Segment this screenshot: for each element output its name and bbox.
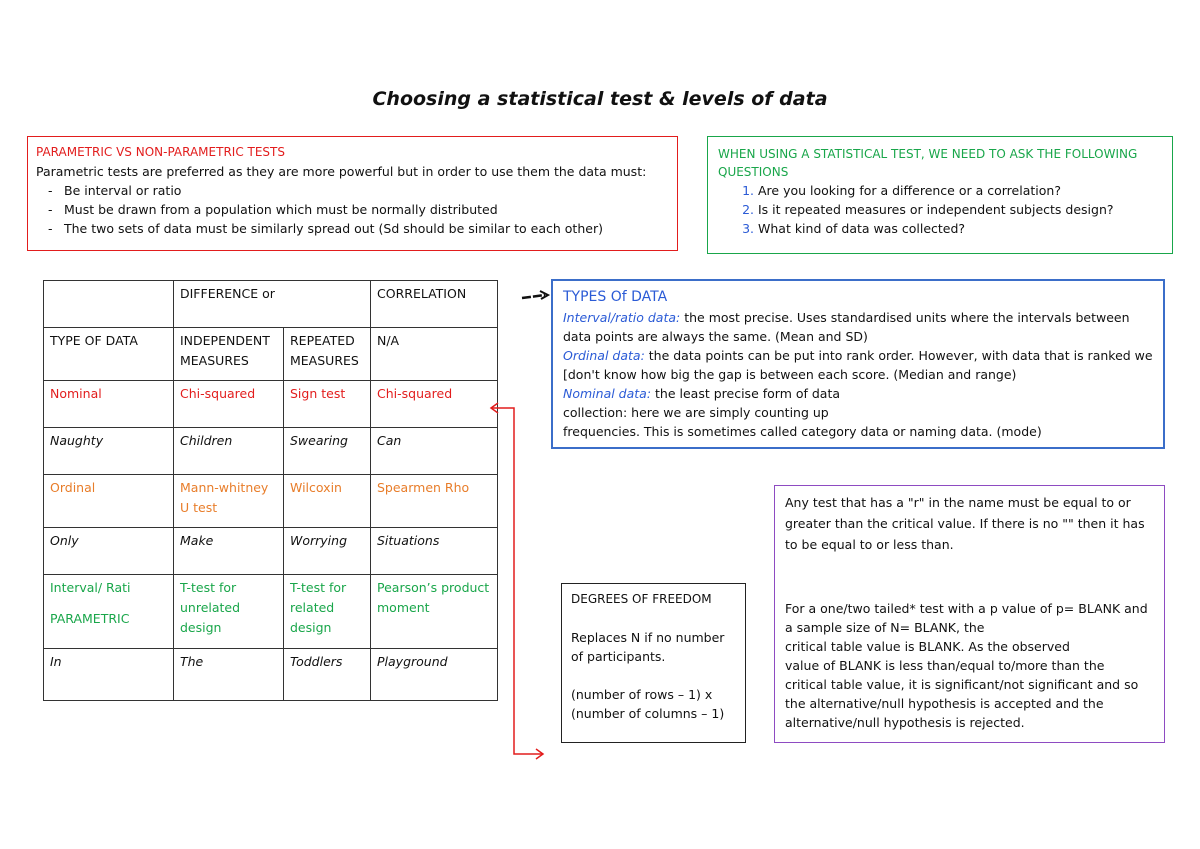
table-row	[44, 528, 498, 575]
rule-line: a sample size of N= BLANK, the	[785, 620, 985, 635]
question-item: 1. Are you looking for a difference or a correlation?	[758, 181, 1162, 200]
types-heading: TYPES Of DATA	[563, 289, 668, 305]
questions-list	[718, 181, 1162, 238]
critical-value-rule: Any test that has a "r" in the name must be equal to or greater than the critical value. If there is no "" then it has to be equal to or less than.	[785, 495, 1145, 552]
table-row	[44, 381, 498, 428]
table-cell: Can	[371, 428, 498, 475]
page-title: Choosing a statistical test & levels of data	[372, 88, 828, 110]
table-cell: Worrying	[284, 528, 371, 575]
ordinal-label: Ordinal data:	[563, 348, 645, 363]
rule-line: For a one/two tailed* test with a p value of p= BLANK and	[785, 601, 1148, 616]
table-cell: Children	[174, 428, 284, 475]
rule-line: the alternative/null hypothesis is accepted and the	[785, 696, 1104, 711]
table-cell: T-test for unrelated design	[174, 575, 284, 649]
parametric-label: PARAMETRIC	[50, 611, 130, 626]
table-row	[44, 575, 498, 649]
interval-description	[563, 308, 1153, 346]
nominal-label: Nominal data:	[563, 386, 652, 401]
black-arrow-icon	[522, 291, 548, 299]
parametric-bullet: - The two sets of data must be similarly spread out (Sd should be similar to each other)	[64, 219, 669, 238]
table-cell: The	[174, 649, 284, 701]
table-cell: Chi-squared	[371, 381, 498, 428]
ordinal-text: the data points can be put into rank order. However, with data that is ranked we [don't know how big the gap is between each score. (Median and range)	[563, 348, 1153, 382]
degrees-of-freedom-box	[561, 583, 746, 743]
table-cell: Naughty	[44, 428, 174, 475]
table-cell: Playground	[371, 649, 498, 701]
table-row	[44, 475, 498, 528]
table-cell: Sign test	[284, 381, 371, 428]
nominal-description	[563, 384, 1153, 403]
table-cell: Mann-whitney U test	[174, 475, 284, 528]
table-header-correlation: CORRELATION	[371, 281, 498, 328]
rule-line: value of BLANK is less than/equal to/more than the	[785, 658, 1105, 673]
table-cell: Ordinal	[44, 475, 174, 528]
nominal-text-line: collection: here we are simply counting up	[563, 405, 829, 420]
question-item: 2. Is it repeated measures or independent subjects design?	[758, 200, 1162, 219]
dof-formula: (number of columns – 1)	[571, 706, 725, 721]
table-cell	[44, 575, 174, 649]
rule-line: critical table value is BLANK. As the observed	[785, 639, 1070, 654]
dof-formula: (number of rows – 1) x	[571, 687, 713, 702]
types-of-data-box	[551, 279, 1165, 449]
parametric-list	[36, 181, 669, 238]
rule-line: critical table value, it is significant/not significant and so	[785, 677, 1139, 692]
dof-text: Replaces N if no number of participants.	[571, 630, 725, 664]
table-cell: Make	[174, 528, 284, 575]
interval-text: the most precise. Uses standardised units where the intervals between data points are always the same. (Mean and SD)	[563, 310, 1130, 344]
parametric-box	[27, 136, 678, 251]
table-row	[44, 649, 498, 701]
table-header-independent: INDEPENDENT MEASURES	[174, 328, 284, 381]
table-header-difference: DIFFERENCE or	[174, 281, 371, 328]
table-cell: Situations	[371, 528, 498, 575]
ordinal-description	[563, 346, 1153, 384]
questions-box	[707, 136, 1173, 254]
table-cell: Nominal	[44, 381, 174, 428]
table-cell	[44, 281, 174, 328]
table-cell: Pearson’s product moment	[371, 575, 498, 649]
rule-line: alternative/null hypothesis is rejected.	[785, 715, 1025, 730]
red-double-arrow-icon	[491, 403, 543, 759]
critical-value-box	[774, 485, 1165, 743]
table-cell: Chi-squared	[174, 381, 284, 428]
parametric-bullet: - Must be drawn from a population which must be normally distributed	[64, 200, 669, 219]
table-header-na: N/A	[371, 328, 498, 381]
questions-heading: WHEN USING A STATISTICAL TEST, WE NEED TO ASK THE FOLLOWING QUESTIONS	[718, 147, 1138, 179]
question-item: 3. What kind of data was collected?	[758, 219, 1162, 238]
table-cell: Wilcoxin	[284, 475, 371, 528]
interval-type-label: Interval/ Rati	[50, 580, 131, 595]
table-row	[44, 428, 498, 475]
parametric-heading: PARAMETRIC VS NON-PARAMETRIC TESTS	[36, 145, 285, 159]
table-header-repeated: REPEATED MEASURES	[284, 328, 371, 381]
table-cell: T-test for related design	[284, 575, 371, 649]
table-cell: Spearmen Rho	[371, 475, 498, 528]
parametric-intro: Parametric tests are preferred as they are more powerful but in order to use them the data must:	[36, 164, 647, 179]
table-header-type: TYPE OF DATA	[44, 328, 174, 381]
dof-heading: DEGREES OF FREEDOM	[571, 592, 712, 606]
table-cell: Toddlers	[284, 649, 371, 701]
interval-label: Interval/ratio data:	[563, 310, 681, 325]
nominal-text: the least precise form of data	[651, 386, 841, 401]
nominal-text-line: frequencies. This is sometimes called category data or naming data. (mode)	[563, 424, 1042, 439]
statistical-test-table	[43, 280, 498, 701]
table-cell: Swearing	[284, 428, 371, 475]
table-cell: Only	[44, 528, 174, 575]
table-cell: In	[44, 649, 174, 701]
parametric-bullet: - Be interval or ratio	[64, 181, 669, 200]
